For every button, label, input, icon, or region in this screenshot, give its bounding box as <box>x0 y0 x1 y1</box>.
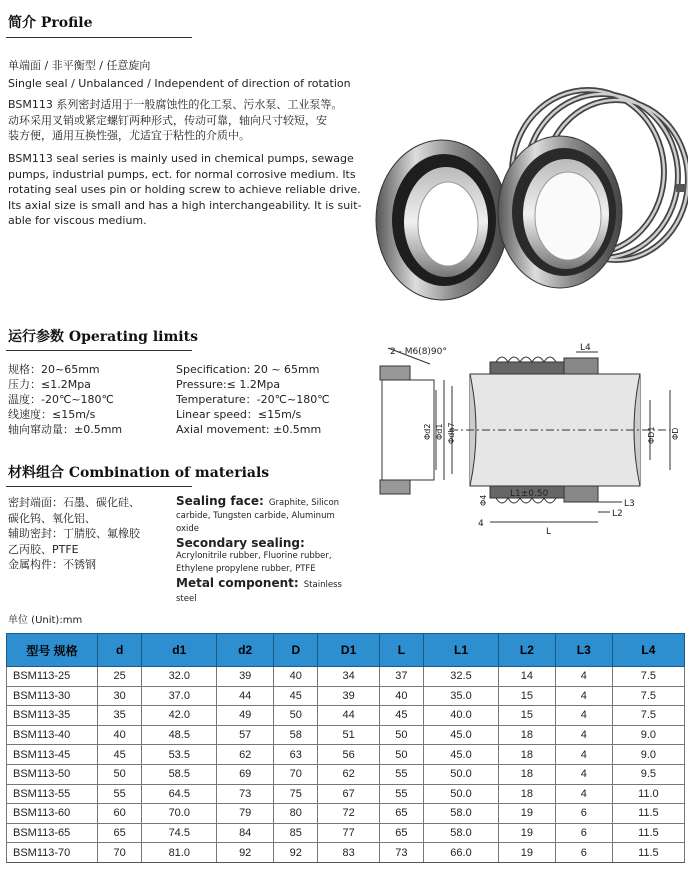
table-cell: 11.5 <box>612 843 684 863</box>
table-cell: 50.0 <box>424 764 499 784</box>
table-cell: 39 <box>217 667 274 687</box>
materials-cn-list: 密封端面：石墨、碳化硅、 碳化钨、氧化铝、 辅助密封：丁腈胶、氟橡胶 乙丙胶、PTFE 金属构件：不锈钢 <box>8 496 140 571</box>
table-cell: 45.0 <box>424 725 499 745</box>
table-cell: 9.5 <box>612 764 684 784</box>
col-header-D: D <box>274 634 318 667</box>
table-cell: 7.5 <box>612 667 684 687</box>
table-cell: 50 <box>274 706 318 726</box>
table-cell: 62 <box>217 745 274 765</box>
drawing-screw-note: 2 - M6(8)90° <box>390 347 447 357</box>
materials-en-list <box>176 495 356 604</box>
table-cell: 58.0 <box>424 804 499 824</box>
materials-title-rule <box>6 486 192 487</box>
col-header-L4: L4 <box>612 634 684 667</box>
table-cell: 37 <box>379 667 423 687</box>
table-cell: 80 <box>274 804 318 824</box>
table-cell: 19 <box>498 843 555 863</box>
svg-text:L4: L4 <box>580 343 591 353</box>
table-cell: 6 <box>555 804 612 824</box>
table-row <box>7 686 685 706</box>
table-cell: 55 <box>98 784 142 804</box>
table-header-row <box>7 634 685 667</box>
table-cell: 66.0 <box>424 843 499 863</box>
table-cell: 79 <box>217 804 274 824</box>
svg-text:L3: L3 <box>624 499 635 509</box>
table-cell: 44 <box>318 706 379 726</box>
table-cell: 40.0 <box>424 706 499 726</box>
col-header-d: d <box>98 634 142 667</box>
table-cell: 49 <box>217 706 274 726</box>
table-cell: 4 <box>555 706 612 726</box>
svg-text:L: L <box>546 527 552 537</box>
materials-title: 材料组合 Combination of materials <box>8 465 270 481</box>
table-row <box>7 804 685 824</box>
profile-type-en: Single seal / Unbalanced / Independent of direction of rotation <box>8 77 351 90</box>
table-cell: 62 <box>318 764 379 784</box>
operating-cn-list: 规格：20~65mm 压力：≤1.2Mpa 温度：-20℃~180℃ 线速度：≤15m/s 轴向窜动量：±0.5mm <box>8 363 123 436</box>
table-cell: BSM113-40 <box>7 725 98 745</box>
table-cell: 9.0 <box>612 745 684 765</box>
table-cell: 67 <box>318 784 379 804</box>
col-header-L1: L1 <box>424 634 499 667</box>
table-cell: 65 <box>379 823 423 843</box>
table-cell: 83 <box>318 843 379 863</box>
table-cell: 40 <box>98 725 142 745</box>
svg-text:Φdh7: Φdh7 <box>447 422 456 444</box>
table-cell: 14 <box>498 667 555 687</box>
table-cell: 50.0 <box>424 784 499 804</box>
svg-text:Φ4: Φ4 <box>479 494 488 506</box>
table-cell: 45 <box>274 686 318 706</box>
table-cell: 92 <box>217 843 274 863</box>
table-cell: 37.0 <box>142 686 217 706</box>
table-cell: 73 <box>217 784 274 804</box>
operating-en-list: Specification: 20 ~ 65mm Pressure:≤ 1.2Mpa Temperature：-20℃~180℃ Linear speed：≤15m/s Axial movement: ±0.5mm <box>176 363 330 436</box>
table-cell: 48.5 <box>142 725 217 745</box>
table-cell: 11.5 <box>612 823 684 843</box>
table-cell: 7.5 <box>612 686 684 706</box>
unit-label: 单位 (Unit):mm <box>8 615 83 626</box>
table-cell: 75 <box>274 784 318 804</box>
table-cell: 63 <box>274 745 318 765</box>
table-cell: 50 <box>379 725 423 745</box>
table-cell: 69 <box>217 764 274 784</box>
table-cell: 25 <box>98 667 142 687</box>
table-cell: 72 <box>318 804 379 824</box>
material-secondary-sealing: Secondary sealing: Acrylonitrile rubber, Fluorine rubber, Ethylene propylene rubber, PTFE <box>176 536 332 574</box>
table-cell: 34 <box>318 667 379 687</box>
table-cell: 9.0 <box>612 725 684 745</box>
table-cell: 19 <box>498 804 555 824</box>
table-row <box>7 667 685 687</box>
col-header-d2: d2 <box>217 634 274 667</box>
col-header-model: 型号 规格 <box>7 634 98 667</box>
svg-text:Φd1: Φd1 <box>435 423 444 440</box>
table-cell: BSM113-30 <box>7 686 98 706</box>
svg-text:4: 4 <box>478 519 484 529</box>
col-header-d1: d1 <box>142 634 217 667</box>
table-row <box>7 725 685 745</box>
table-cell: 55 <box>379 784 423 804</box>
table-cell: BSM113-35 <box>7 706 98 726</box>
material-metal-component: Metal component: Stainless steel <box>176 576 342 604</box>
table-cell: 70.0 <box>142 804 217 824</box>
table-cell: 11.0 <box>612 784 684 804</box>
table-cell: 18 <box>498 764 555 784</box>
table-cell: 45 <box>379 706 423 726</box>
table-cell: 4 <box>555 784 612 804</box>
svg-text:L2: L2 <box>612 509 623 519</box>
table-cell: 35.0 <box>424 686 499 706</box>
table-cell: 64.5 <box>142 784 217 804</box>
table-cell: 70 <box>274 764 318 784</box>
table-cell: 77 <box>318 823 379 843</box>
table-cell: 44 <box>217 686 274 706</box>
table-cell: 56 <box>318 745 379 765</box>
seal-technical-drawing <box>370 340 688 540</box>
table-cell: 4 <box>555 745 612 765</box>
table-cell: 73 <box>379 843 423 863</box>
table-cell: 6 <box>555 823 612 843</box>
table-cell: 58.5 <box>142 764 217 784</box>
svg-text:L1±0.50: L1±0.50 <box>510 489 549 499</box>
seal-product-photo <box>370 72 688 304</box>
table-cell: 55 <box>379 764 423 784</box>
table-row <box>7 745 685 765</box>
table-cell: 74.5 <box>142 823 217 843</box>
table-cell: 40 <box>379 686 423 706</box>
svg-text:ΦD: ΦD <box>671 427 680 440</box>
table-cell: 40 <box>274 667 318 687</box>
table-row <box>7 843 685 863</box>
table-cell: 58 <box>274 725 318 745</box>
svg-text:ΦD1: ΦD1 <box>647 426 656 444</box>
profile-desc-cn: BSM113 系列密封适用于一般腐蚀性的化工泵、污水泵、工业泵等。 动环采用叉销或紧定螺钉两种形式，传动可靠，轴向尺寸较短，安 装方便，通用互换性强，尤适宜于粘性的介质中。 <box>8 98 343 143</box>
table-cell: BSM113-70 <box>7 843 98 863</box>
table-cell: 7.5 <box>612 706 684 726</box>
table-row <box>7 823 685 843</box>
profile-title-rule <box>6 37 192 38</box>
table-cell: 57 <box>217 725 274 745</box>
material-sealing-face: Sealing face: Graphite, Silicon carbide, Tungsten carbide, Aluminum oxide <box>176 494 340 534</box>
col-header-D1: D1 <box>318 634 379 667</box>
table-cell: 11.5 <box>612 804 684 824</box>
table-cell: 15 <box>498 706 555 726</box>
table-cell: 18 <box>498 745 555 765</box>
table-cell: BSM113-50 <box>7 764 98 784</box>
profile-type-cn: 单端面 / 非平衡型 / 任意旋向 <box>8 59 151 72</box>
table-cell: 32.5 <box>424 667 499 687</box>
table-cell: 35 <box>98 706 142 726</box>
table-cell: 65 <box>98 823 142 843</box>
profile-desc-en: BSM113 seal series is mainly used in chemical pumps, sewage pumps, industrial pumps, ect. for normal corrosive medium. Its rotating seal uses pin or holding screw to achieve reliable drive. Its axial size is small and has a high interchangeability. It is suit- able for viscous medium. <box>8 152 362 228</box>
table-cell: 51 <box>318 725 379 745</box>
spec-table <box>6 633 685 863</box>
col-header-L: L <box>379 634 423 667</box>
table-cell: 92 <box>274 843 318 863</box>
table-cell: 53.5 <box>142 745 217 765</box>
table-cell: 4 <box>555 725 612 745</box>
table-cell: BSM113-60 <box>7 804 98 824</box>
table-cell: 84 <box>217 823 274 843</box>
table-row <box>7 706 685 726</box>
svg-text:Φd2: Φd2 <box>423 423 432 440</box>
table-cell: 58.0 <box>424 823 499 843</box>
table-cell: 39 <box>318 686 379 706</box>
table-cell: 45 <box>98 745 142 765</box>
table-cell: BSM113-65 <box>7 823 98 843</box>
table-cell: 50 <box>379 745 423 765</box>
table-cell: 65 <box>379 804 423 824</box>
table-cell: 4 <box>555 686 612 706</box>
table-body <box>7 667 685 863</box>
operating-title: 运行参数 Operating limits <box>8 329 198 345</box>
col-header-L3: L3 <box>555 634 612 667</box>
table-cell: 81.0 <box>142 843 217 863</box>
table-cell: 4 <box>555 667 612 687</box>
table-cell: 50 <box>98 764 142 784</box>
col-header-L2: L2 <box>498 634 555 667</box>
table-cell: 70 <box>98 843 142 863</box>
table-cell: 4 <box>555 764 612 784</box>
table-cell: 19 <box>498 823 555 843</box>
table-cell: BSM113-55 <box>7 784 98 804</box>
table-cell: 60 <box>98 804 142 824</box>
table-cell: 15 <box>498 686 555 706</box>
table-cell: 18 <box>498 725 555 745</box>
table-cell: BSM113-45 <box>7 745 98 765</box>
table-cell: BSM113-25 <box>7 667 98 687</box>
table-row <box>7 784 685 804</box>
table-cell: 42.0 <box>142 706 217 726</box>
profile-title: 简介 Profile <box>8 15 93 31</box>
table-cell: 18 <box>498 784 555 804</box>
table-cell: 6 <box>555 843 612 863</box>
table-cell: 32.0 <box>142 667 217 687</box>
table-cell: 85 <box>274 823 318 843</box>
operating-title-rule <box>6 350 192 351</box>
table-cell: 30 <box>98 686 142 706</box>
table-row <box>7 764 685 784</box>
table-cell: 45.0 <box>424 745 499 765</box>
